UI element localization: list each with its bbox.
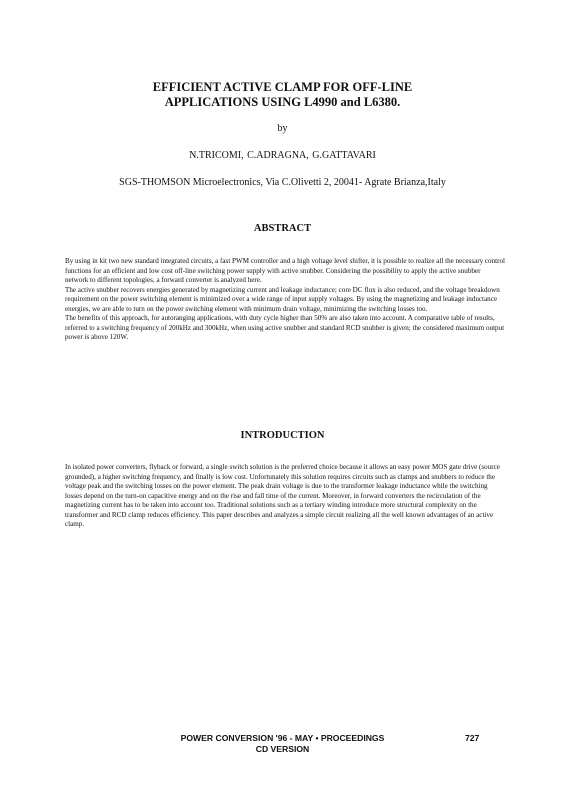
paper-title — [60, 80, 505, 110]
introduction-paragraph: In isolated power converters, flyback or forward, a single switch solution is the preferred choice because it allows an easy power MOS gate drive (source grounded), a higher switching frequency, and finally is low cost. Unfortunately this solution requires circuits such as clamps and snubbers to reduce the voltage peak and the switching losses on the power element. The peak drain voltage is due to the transformer leakage inductance while the switching losses depend on the turn-on capacitive energy and on the rise and fall time of the current. Moreover, in forward converters the recirculation of the magnetizing current has to be taken into account too. Traditional solutions such as a tertiary winding introduce more structural complexity on the transformer and RCD clamp reduces efficiency. This paper describes and analyzes a simple circuit realizing all the well known advantages of an active clamp. — [65, 463, 500, 528]
by-line: by — [277, 123, 288, 134]
abstract-paragraph: The active snubber recovers energies generated by magnetizing current and leakage inductance; core DC flux is also reduced, and the voltage breakdown requirement on the power switching element is minimized over a wide range of input supply voltages. By using the magnetizing and leakage inductance energies, we are able to turn on the power switching element with minimum drain voltage, minimizing the switching losses too. — [65, 285, 500, 313]
authors: N.TRICOMI, C.ADRAGNA, G.GATTAVARI — [189, 150, 376, 161]
page-footer — [60, 733, 505, 755]
abstract-heading: ABSTRACT — [253, 223, 312, 234]
title-line-1: EFFICIENT ACTIVE CLAMP FOR OFF-LINE — [152, 80, 413, 94]
introduction-heading: INTRODUCTION — [240, 430, 325, 441]
footer-conference: POWER CONVERSION '96 - MAY • PROCEEDINGS — [180, 733, 385, 743]
abstract-paragraph: By using in kit two new standard integrated circuits, a fast PWM controller and a high voltage level shifter, it is possible to realize all the necessary control functions for an efficient and low cost off-line switching power supply with active snubber. Considering the possibility to apply the active snubber network to different topologies, a forward converter is analyzed here. — [65, 257, 505, 284]
abstract-paragraph: The benefits of this approach, for autoranging applications, with duty cycle higher than 50% are also taken into account. A comparative table of results, referred to a switching frequency of 200kHz and 300kHz, when using active snubber and standard RCD snubber is given; the considered maximum output power is above 120W. — [65, 314, 505, 341]
title-line-2: APPLICATIONS USING L4990 and L6380. — [164, 95, 401, 109]
affiliation: SGS-THOMSON Microelectronics, Via C.Olivetti 2, 20041- Agrate Brianza,Italy — [119, 177, 446, 188]
abstract-body — [65, 257, 505, 343]
introduction-body — [65, 463, 505, 530]
footer-version: CD VERSION — [255, 744, 310, 754]
page-number: 727 — [465, 733, 480, 743]
